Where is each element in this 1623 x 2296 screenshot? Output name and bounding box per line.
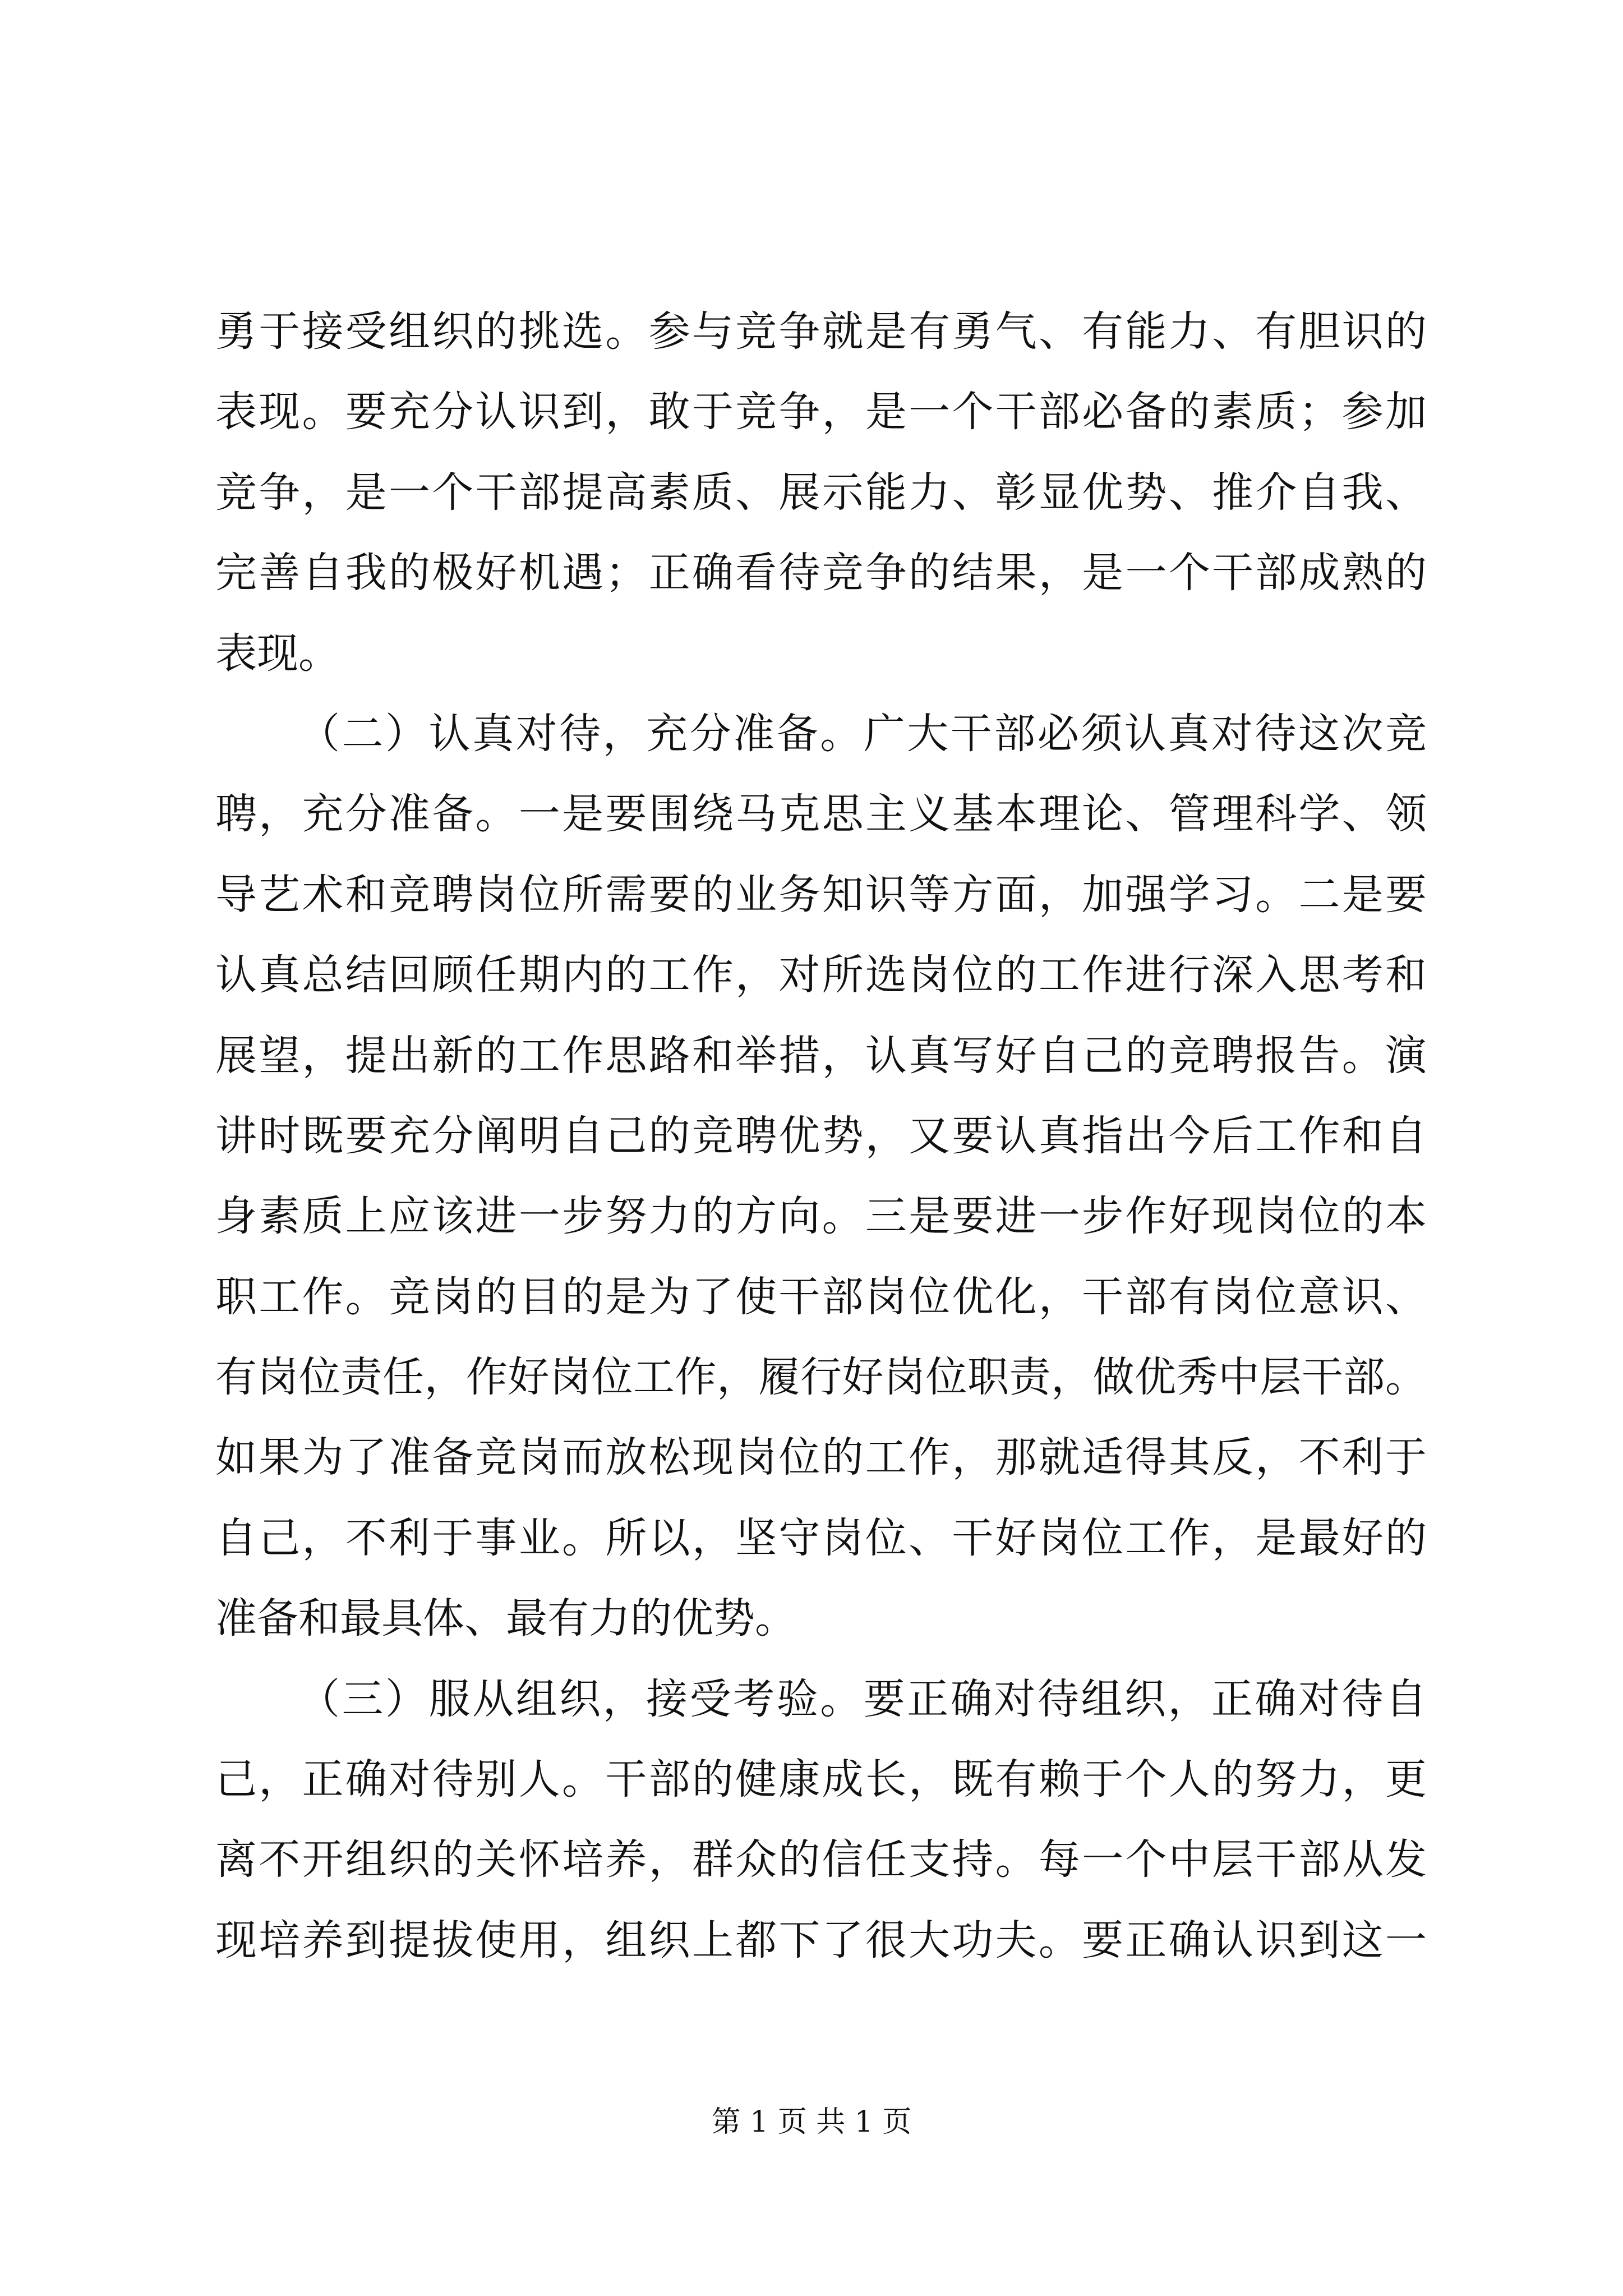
text-line: （二）认真对待，充分准备。广大干部必须认真对待这次竞 xyxy=(298,709,1427,758)
text-line: 认真总结回顾任期内的工作，对所选岗位的工作进行深入思考和 xyxy=(215,951,1427,1000)
text-line: 表现。要充分认识到，敢于竞争，是一个干部必备的素质；参加 xyxy=(215,388,1427,436)
text-line: 讲时既要充分阐明自己的竞聘优势，又要认真指出今后工作和自 xyxy=(215,1111,1427,1160)
text-line: 如果为了准备竞岗而放松现岗位的工作，那就适得其反，不利于 xyxy=(215,1433,1427,1482)
page-footer xyxy=(0,2098,1623,2140)
text-line: 聘，充分准备。一是要围绕马克思主义基本理论、管理科学、领 xyxy=(215,790,1427,839)
text-line: 完善自我的极好机遇；正确看待竞争的结果，是一个干部成熟的 xyxy=(215,549,1427,597)
text-line: 准备和最具体、最有力的优势。 xyxy=(215,1594,796,1643)
body-text xyxy=(215,292,1427,1981)
text-line: 离不开组织的关怀培养，群众的信任支持。每一个中层干部从发 xyxy=(215,1835,1427,1884)
text-line: 身素质上应该进一步努力的方向。三是要进一步作好现岗位的本 xyxy=(215,1192,1427,1241)
text-line: 职工作。竞岗的目的是为了使干部岗位优化，干部有岗位意识、 xyxy=(215,1272,1427,1321)
text-line: 导艺术和竞聘岗位所需要的业务知识等方面，加强学习。二是要 xyxy=(215,870,1427,919)
text-line: 现培养到提拔使用，组织上都下了很大功夫。要正确认识到这一 xyxy=(215,1916,1427,1964)
text-line: 有岗位责任，作好岗位工作，履行好岗位职责，做优秀中层干部。 xyxy=(215,1353,1427,1402)
text-line: 自己，不利于事业。所以，坚守岗位、干好岗位工作，是最好的 xyxy=(215,1513,1427,1562)
text-line: （三）服从组织，接受考验。要正确对待组织，正确对待自 xyxy=(298,1674,1427,1723)
text-line: 己，正确对待别人。干部的健康成长，既有赖于个人的努力，更 xyxy=(215,1755,1427,1804)
page-number: 第 1 页 共 1 页 xyxy=(711,2105,912,2139)
text-line: 勇于接受组织的挑选。参与竞争就是有勇气、有能力、有胆识的 xyxy=(215,307,1427,356)
text-line: 表现。 xyxy=(215,629,340,678)
text-line: 展望，提出新的工作思路和举措，认真写好自己的竞聘报告。演 xyxy=(215,1031,1427,1080)
text-line: 竞争，是一个干部提高素质、展示能力、彰显优势、推介自我、 xyxy=(215,468,1427,517)
